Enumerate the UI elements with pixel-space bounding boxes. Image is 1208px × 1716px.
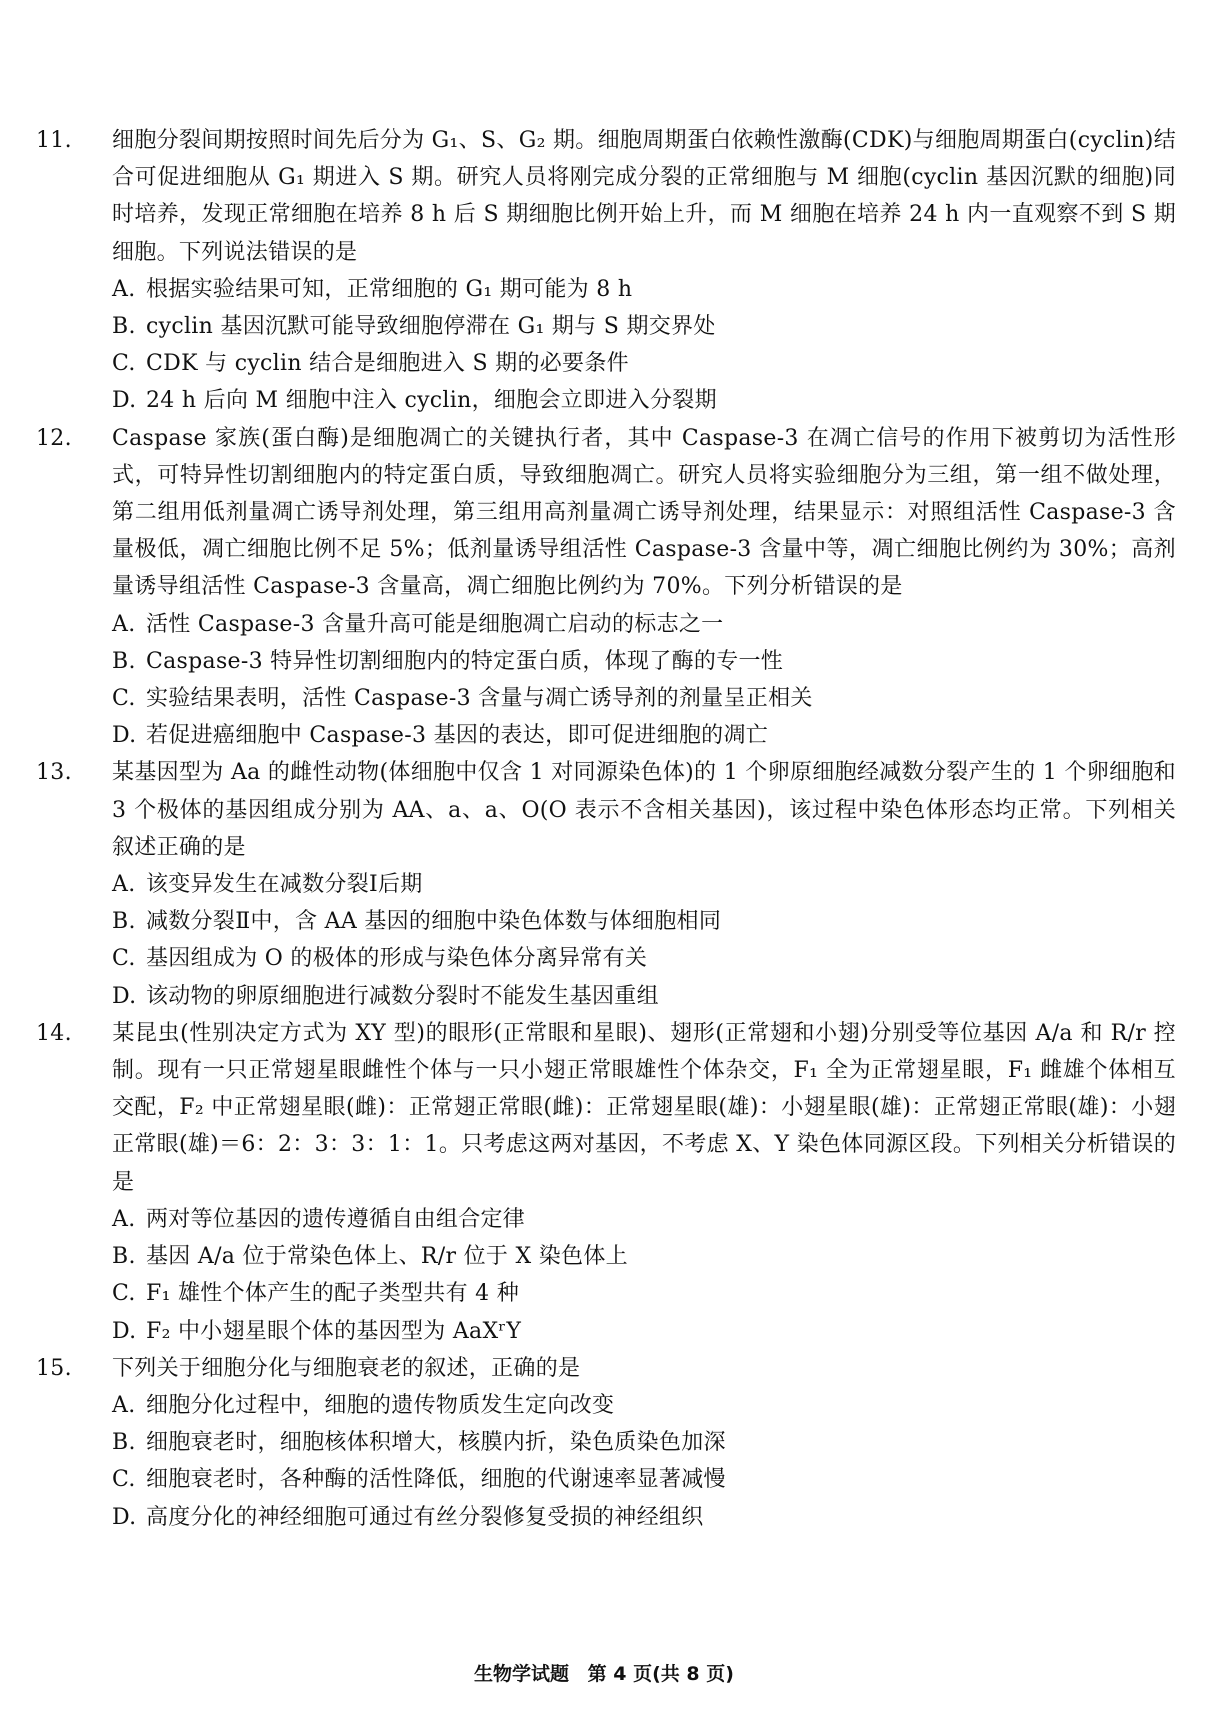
question-text: 某基因型为 Aa 的雌性动物(体细胞中仅含 1 对同源染色体)的 1 个卵原细胞经减数分裂产生的 1 个卵细胞和 3 个极体的基因组成分别为 AA、a、a、O(O 表示不含相关基因)，该过程中染色体形态均正常。下列相关叙述正确的是 bbox=[112, 760, 1176, 860]
option-a bbox=[36, 1201, 1176, 1238]
option-key: A. bbox=[112, 276, 136, 302]
question-stem bbox=[36, 420, 1176, 606]
option-text: 根据实验结果可知，正常细胞的 G₁ 期可能为 8 h bbox=[146, 276, 633, 302]
question-12 bbox=[36, 420, 1176, 755]
question-14 bbox=[36, 1015, 1176, 1350]
question-text: 某昆虫(性别决定方式为 XY 型)的眼形(正常眼和星眼)、翅形(正常翅和小翅)分别受等位基因 A/a 和 R/r 控制。现有一只正常翅星眼雌性个体与一只小翅正常眼雄性个体杂交，F₁ 全为正常翅星眼，F₁ 雌雄个体相互交配，F₂ 中正常翅星眼(雌)：正常翅正常眼(雌)：正常翅星眼(雄)：小翅星眼(雄)：正常翅正常眼(雄)：小翅正常眼(雄)＝6：2：3：3：1：1。只考虑这两对基因，不考虑 X、Y 染色体同源区段。下列相关分析错误的是 bbox=[112, 1020, 1176, 1195]
option-a bbox=[36, 1387, 1176, 1424]
option-d bbox=[36, 1313, 1176, 1350]
question-15 bbox=[36, 1350, 1176, 1536]
question-stem bbox=[36, 754, 1176, 866]
option-text: 24 h 后向 M 细胞中注入 cyclin，细胞会立即进入分裂期 bbox=[146, 388, 717, 414]
question-number: 12. bbox=[36, 425, 72, 451]
option-c bbox=[36, 1461, 1176, 1498]
option-key: B. bbox=[112, 909, 136, 935]
option-key: D. bbox=[112, 1504, 137, 1530]
option-text: 若促进癌细胞中 Caspase-3 基因的表达，即可促进细胞的凋亡 bbox=[146, 723, 769, 749]
option-d bbox=[36, 978, 1176, 1015]
question-stem bbox=[36, 1015, 1176, 1201]
option-b bbox=[36, 1424, 1176, 1461]
question-number: 11. bbox=[36, 128, 72, 153]
option-text: 两对等位基因的遗传遵循自由组合定律 bbox=[146, 1206, 526, 1232]
question-number: 14. bbox=[36, 1020, 72, 1046]
question-number: 15. bbox=[36, 1355, 72, 1381]
option-key: C. bbox=[112, 686, 136, 712]
option-text: cyclin 基因沉默可能导致细胞停滞在 G₁ 期与 S 期交界处 bbox=[146, 314, 716, 340]
question-text: 细胞分裂间期按照时间先后分为 G₁、S、G₂ 期。细胞周期蛋白依赖性激酶(CDK)与细胞周期蛋白(cyclin)结合可促进细胞从 G₁ 期进入 S 期。研究人员将刚完成分裂的正常细胞与 M 细胞(cyclin 基因沉默的细胞)同时培养，发现正常细胞在培养 8 h 后 S 期细胞比例开始上升，而 M 细胞在培养 24 h 内一直观察不到 S 期细胞。下列说法错误的是 bbox=[112, 128, 1176, 265]
option-c bbox=[36, 940, 1176, 977]
question-text: 下列关于细胞分化与细胞衰老的叙述，正确的是 bbox=[112, 1355, 581, 1381]
footer-subject: 生物学试题 bbox=[474, 1663, 570, 1685]
option-text: F₁ 雄性个体产生的配子类型共有 4 种 bbox=[146, 1281, 520, 1307]
question-list bbox=[36, 122, 1176, 1536]
option-key: B. bbox=[112, 1430, 136, 1456]
question-number: 13. bbox=[36, 760, 72, 786]
question-13 bbox=[36, 754, 1176, 1014]
option-key: B. bbox=[112, 314, 136, 340]
option-key: A. bbox=[112, 611, 136, 637]
option-key: B. bbox=[112, 1244, 136, 1270]
option-d bbox=[36, 717, 1176, 754]
option-text: 基因组成为 O 的极体的形成与染色体分离异常有关 bbox=[146, 946, 648, 972]
question-stem bbox=[36, 122, 1176, 271]
option-text: 该变异发生在减数分裂Ⅰ后期 bbox=[146, 872, 423, 898]
option-b bbox=[36, 643, 1176, 680]
option-text: Caspase-3 特异性切割细胞内的特定蛋白质，体现了酶的专一性 bbox=[146, 648, 784, 674]
option-key: B. bbox=[112, 648, 136, 674]
option-text: 实验结果表明，活性 Caspase-3 含量与凋亡诱导剂的剂量呈正相关 bbox=[146, 686, 813, 712]
option-d bbox=[36, 382, 1176, 419]
question-11 bbox=[36, 122, 1176, 420]
option-key: C. bbox=[112, 1467, 136, 1493]
option-key: D. bbox=[112, 983, 137, 1009]
option-text: F₂ 中小翅星眼个体的基因型为 AaXʳY bbox=[146, 1318, 522, 1344]
question-text: Caspase 家族(蛋白酶)是细胞凋亡的关键执行者，其中 Caspase-3 在凋亡信号的作用下被剪切为活性形式，可特异性切割细胞内的特定蛋白质，导致细胞凋亡。研究人员将实验细胞分为三组，第一组不做处理，第二组用低剂量凋亡诱导剂处理，第三组用高剂量凋亡诱导剂处理，结果显示：对照组活性 Caspase-3 含量极低，凋亡细胞比例不足 5%；低剂量诱导组活性 Caspase-3 含量中等，凋亡细胞比例约为 30%；高剂量诱导组活性 Caspase-3 含量高，凋亡细胞比例约为 70%。下列分析错误的是 bbox=[112, 425, 1176, 600]
option-a bbox=[36, 866, 1176, 903]
option-key: D. bbox=[112, 723, 137, 749]
option-b bbox=[36, 308, 1176, 345]
option-key: C. bbox=[112, 946, 136, 972]
option-c bbox=[36, 345, 1176, 382]
option-key: D. bbox=[112, 1318, 137, 1344]
option-a bbox=[36, 606, 1176, 643]
option-key: A. bbox=[112, 1206, 136, 1232]
option-text: 减数分裂Ⅱ中，含 AA 基因的细胞中染色体数与体细胞相同 bbox=[146, 909, 722, 935]
option-text: CDK 与 cyclin 结合是细胞进入 S 期的必要条件 bbox=[146, 351, 629, 377]
option-key: A. bbox=[112, 872, 136, 898]
option-key: D. bbox=[112, 388, 137, 414]
option-a bbox=[36, 271, 1176, 308]
option-c bbox=[36, 1275, 1176, 1312]
option-text: 细胞衰老时，各种酶的活性降低，细胞的代谢速率显著减慢 bbox=[146, 1467, 726, 1493]
option-key: A. bbox=[112, 1392, 136, 1418]
option-d bbox=[36, 1499, 1176, 1536]
option-b bbox=[36, 1238, 1176, 1275]
option-text: 高度分化的神经细胞可通过有丝分裂修复受损的神经组织 bbox=[146, 1504, 704, 1530]
page-footer bbox=[0, 1659, 1208, 1686]
option-c bbox=[36, 680, 1176, 717]
option-key: C. bbox=[112, 1281, 136, 1307]
option-text: 细胞衰老时，细胞核体积增大，核膜内折，染色质染色加深 bbox=[146, 1430, 726, 1456]
option-text: 细胞分化过程中，细胞的遗传物质发生定向改变 bbox=[146, 1392, 615, 1418]
option-text: 基因 A/a 位于常染色体上、R/r 位于 X 染色体上 bbox=[146, 1244, 628, 1270]
footer-page-number: 第 4 页(共 8 页) bbox=[587, 1663, 734, 1685]
option-text: 该动物的卵原细胞进行减数分裂时不能发生基因重组 bbox=[146, 983, 659, 1009]
question-stem bbox=[36, 1350, 1176, 1387]
option-text: 活性 Caspase-3 含量升高可能是细胞凋亡启动的标志之一 bbox=[146, 611, 724, 637]
option-key: C. bbox=[112, 351, 136, 377]
option-b bbox=[36, 903, 1176, 940]
